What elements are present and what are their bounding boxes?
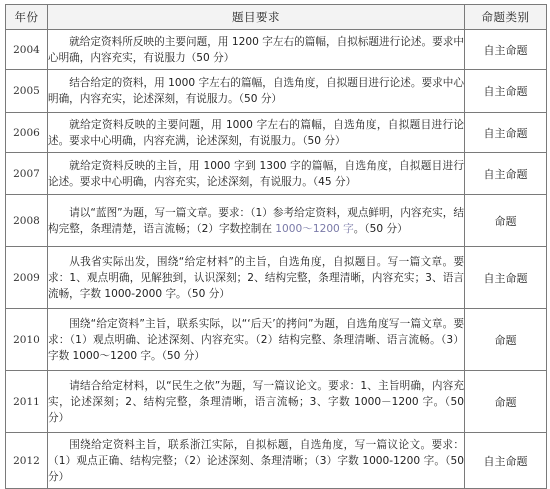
exam-requirements-table [5,4,547,489]
table-row [6,433,547,489]
row-category: 命题 [465,309,547,371]
row-category: 自主命题 [465,153,547,195]
row-requirement [48,30,465,70]
row-year: 2007 [6,153,48,195]
requirement-text: 就给定资料反映的主要问题，用 1000 字左右的篇幅，自选角度，自拟题目进行论述。要求中心明确，内容充满，论述深刻，有说服力。（50 分） [48,118,464,147]
row-category: 自主命题 [465,247,547,309]
table-row [6,195,547,247]
requirement-text-pre: 请以“蓝图”为题，写一篇文章。要求：（1）参考给定资料，观点鲜明，内容充实，结构完整，条理清楚，语言流畅；（2）字数控制在 [48,206,464,235]
row-requirement [48,433,465,489]
requirement-text-post: 。（50 分） [353,222,408,235]
requirement-text [48,205,464,237]
row-year: 2010 [6,309,48,371]
header-year: 年份 [6,5,48,30]
table-row [6,309,547,371]
header-requirement: 题目要求 [48,5,465,30]
table-row [6,113,547,153]
row-year: 2009 [6,247,48,309]
row-requirement [48,309,465,371]
row-year: 2006 [6,113,48,153]
row-category: 自主命题 [465,70,547,113]
table-row [6,247,547,309]
row-year: 2008 [6,195,48,247]
row-requirement [48,247,465,309]
requirement-text: 请结合给定材料，以“民生之依”为题，写一篇议论文。要求：1、主旨明确，内容充实，论述深刻；2、结构完整，条理清晰，语言流畅；3、字数 1000－1200 字。（50 分） [48,379,464,424]
requirement-text: 围绕给定资料主旨，联系浙江实际，自拟标题，自选角度，写一篇议论文。要求：（1）观点正确、结构完整；（2）论述深刻、条理清晰；（3）字数 1000-1200 字。（50 分） [48,438,464,483]
header-category: 命题类别 [465,5,547,30]
row-year: 2005 [6,70,48,113]
table-row [6,371,547,433]
row-year: 2012 [6,433,48,489]
row-requirement [48,70,465,113]
table-header-row [6,5,547,30]
requirement-text: 围绕“给定资料”主旨，联系实际，以“‘后天’的拷问”为题，自选角度写一篇文章。要求：（1）观点明确、论述深刻、内容充实。（2）结构完整、条理清晰、语言流畅。（3）字数 1000～1200 字。（50 分） [48,317,464,362]
row-category: 自主命题 [465,433,547,489]
table-row [6,153,547,195]
table-row [6,70,547,113]
requirement-text: 就给定资料反映的主旨，用 1000 字到 1300 字的篇幅，自选角度，自拟题目进行论述。要求中心明确，内容充实，论述深刻，有说服力。（45 分） [48,159,464,188]
requirement-text: 从我省实际出发，围绕“给定材料”的主旨，自选角度，自拟题目。写一篇文章。要求：1、观点明确，见解独到，认识深刻；2、结构完整，条理清晰，内容充实；3、语言流畅，字数 1000-2000 字。（50 分） [48,255,464,300]
row-year: 2004 [6,30,48,70]
requirement-text: 就给定资料所反映的主要问题，用 1200 字左右的篇幅，自拟标题进行论述。要求中心明确，内容充实，有说服力（50 分） [48,35,464,64]
table-row [6,30,547,70]
row-requirement [48,113,465,153]
row-year: 2011 [6,371,48,433]
row-requirement [48,195,465,247]
row-category: 自主命题 [465,30,547,70]
row-requirement [48,371,465,433]
row-category: 命题 [465,195,547,247]
word-count-highlight: 1000～1200 字 [275,222,354,235]
requirement-text: 结合给定的资料，用 1000 字左右的篇幅，自选角度，自拟题目进行论述。要求中心明确，内容充实，论述深刻，有说服力。（50 分） [48,77,464,105]
row-requirement [48,153,465,195]
row-category: 自主命题 [465,113,547,153]
row-category: 命题 [465,371,547,433]
